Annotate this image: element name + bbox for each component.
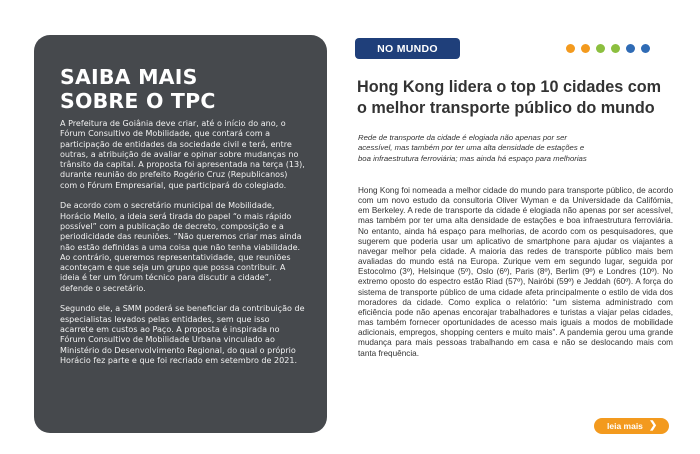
chevron-right-icon: ❯ bbox=[648, 420, 658, 431]
lead-line: Rede de transporte da cidade é elogiada não apenas por ser bbox=[358, 133, 567, 142]
sidebar-paragraph: Segundo ele, a SMM poderá se beneficiar da contribuição de especialistas levados pelas entidades, sem que isso acarrete em custos ao Paço. A proposta é inspirada no Fórum Consultivo de Mobilidade Urbana vinculado ao Ministério do Desenvolvimento Regional, do qual o próprio Horácio fez parte e que foi recriado em setembro de 2021. bbox=[60, 304, 305, 365]
article-headline bbox=[357, 77, 677, 119]
decorative-dots bbox=[566, 44, 650, 53]
dot-icon bbox=[596, 44, 605, 53]
sidebar-title-line2: SOBRE O TPC bbox=[60, 89, 216, 113]
dot-icon bbox=[611, 44, 620, 53]
article-body: Hong Kong foi nomeada a melhor cidade do mundo para transporte público, de acordo com um novo estudo da consultoria Oliver Wyman e da Universidade da Califórnia, em Berkeley. A rede de transporte da cidade é elogiada não apenas por ser acessível, mas também por ter uma alta densidade de estações e boa infraestrutura ferroviária. No entanto, ainda há espaço para melhorias, de acordo com os pesquisadores, que sugerem que poderia usar um aplicativo de smartphone para ajudar os viajantes a navegar melhor pela cidade. A maioria das redes de transporte público mais bem avaliadas do mundo está na Europa. Zurique vem em segundo lugar, seguida por Estocolmo (3º), Helsinque (5º), Oslo (6º), Paris (8º), Berlim (9º) e Londres (10º). No extremo oposto do espectro estão Riad (57º), Nairóbi (59º) e Jeddah (60º). A força do sistema de transporte público de uma cidade afeta principalmente o estilo de vida dos moradores da cidade. Como explica o relatório: “um sistema administrado com eficiência pode não apenas encorajar trabalhadores e turistas a viajar pelas cidades, mas também fornecer oportunidades de acesso mais iguais a modos de mobilidade adicionais, empregos, shopping centers e muito mais”. A pandemia gerou uma grande mudança para mais pessoas trabalhando em casa e não se deslocando mais com tanta frequência. bbox=[358, 186, 673, 358]
sidebar-title bbox=[60, 65, 305, 113]
headline-line: o melhor transporte público do mundo bbox=[357, 99, 655, 117]
dot-icon bbox=[626, 44, 635, 53]
headline-line: Hong Kong lidera o top 10 cidades com bbox=[357, 78, 662, 96]
read-more-label: leia mais bbox=[607, 421, 643, 431]
section-tag: NO MUNDO bbox=[355, 38, 460, 59]
sidebar-paragraph: De acordo com o secretário municipal de Mobilidade, Horácio Mello, a ideia será tirada do papel “o mais rápido possível” com a publicação de decreto, composição e a periodicidade das reuniões. “Não queremos criar mas ainda não estão definidas a uma coisa que não tenha viabilidade. Ao contrário, queremos representatividade, que reuniões aconteçam e que seja um grupo que possa contribuir. A ideia é ter um fórum técnico para discutir a cidade”, defende o secretário. bbox=[60, 201, 302, 293]
lead-line: acessível, mas também por ter uma alta densidade de estações e bbox=[358, 143, 585, 153]
read-more-button[interactable] bbox=[594, 418, 669, 434]
lead-line: boa infraestrutura ferroviária; mas ainda há espaço para melhorias bbox=[358, 153, 587, 163]
article-lead bbox=[358, 133, 678, 164]
sidebar-paragraph: A Prefeitura de Goiânia deve criar, até o início do ano, o Fórum Consultivo de Mobilidade, que contará com a participação de entidades da sociedade civil e terá, entre outras, a atribuição de avaliar e opinar sobre mudanças no trânsito da capital. A proposta foi apresentada na terça (13), durante reunião do prefeito Rogério Cruz (Republicanos) com o Fórum Empresarial, que participará do colegiado. bbox=[60, 119, 305, 190]
dot-icon bbox=[566, 44, 575, 53]
sidebar-title-line1: SAIBA MAIS bbox=[60, 65, 198, 89]
dot-icon bbox=[641, 44, 650, 53]
dot-icon bbox=[581, 44, 590, 53]
info-sidebar-panel bbox=[34, 35, 327, 433]
